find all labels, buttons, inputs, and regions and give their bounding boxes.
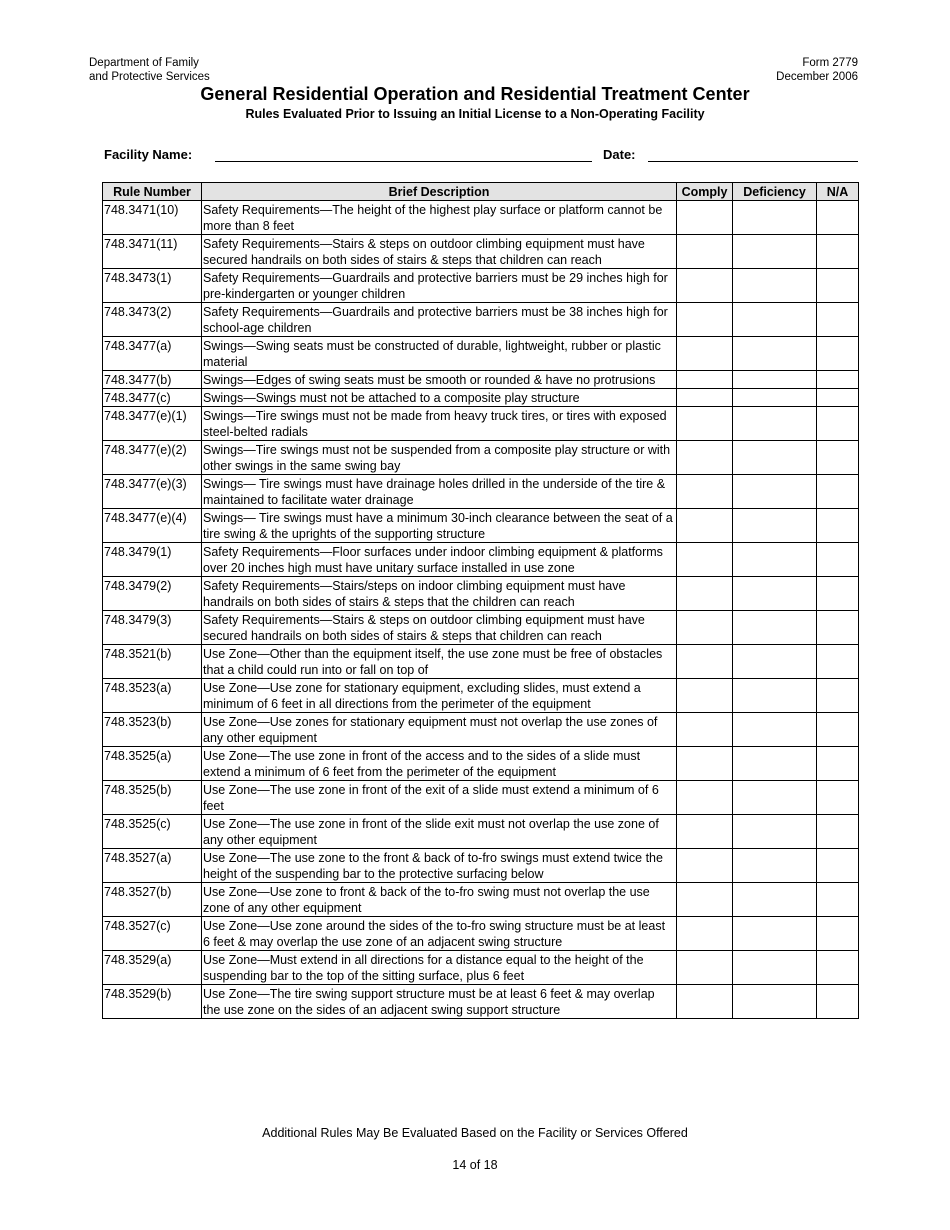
- deficiency-cell[interactable]: [733, 543, 817, 577]
- table-row: [103, 389, 859, 407]
- na-cell[interactable]: [817, 577, 859, 611]
- brief-description-cell: Safety Requirements—Floor surfaces under indoor climbing equipment & platforms over 20 inches high must have unitary surface installed in use zone: [202, 543, 677, 577]
- table-row: [103, 849, 859, 883]
- comply-cell[interactable]: [677, 577, 733, 611]
- column-header-brief-description: Brief Description: [202, 183, 677, 201]
- comply-cell[interactable]: [677, 201, 733, 235]
- deficiency-cell[interactable]: [733, 951, 817, 985]
- table-row: [103, 509, 859, 543]
- na-cell[interactable]: [817, 951, 859, 985]
- brief-description-cell: Use Zone—Use zone around the sides of the to-fro swing structure must be at least 6 feet & may overlap the use zone of an adjacent swing structure: [202, 917, 677, 951]
- brief-description-cell: Use Zone—The use zone in front of the exit of a slide must extend a minimum of 6 feet: [202, 781, 677, 815]
- table-row: [103, 303, 859, 337]
- deficiency-cell[interactable]: [733, 389, 817, 407]
- rule-number-cell: 748.3523(a): [103, 679, 202, 713]
- brief-description-cell: Use Zone—Use zones for stationary equipment must not overlap the use zones of any other equipment: [202, 713, 677, 747]
- comply-cell[interactable]: [677, 441, 733, 475]
- table-row: [103, 543, 859, 577]
- deficiency-cell[interactable]: [733, 679, 817, 713]
- form-date: December 2006: [776, 71, 858, 83]
- na-cell[interactable]: [817, 611, 859, 645]
- comply-cell[interactable]: [677, 269, 733, 303]
- rule-number-cell: 748.3479(1): [103, 543, 202, 577]
- department-line-1: Department of Family: [89, 57, 199, 69]
- na-cell[interactable]: [817, 475, 859, 509]
- deficiency-cell[interactable]: [733, 577, 817, 611]
- column-header-na: N/A: [817, 183, 859, 201]
- table-row: [103, 337, 859, 371]
- date-label: Date:: [603, 147, 636, 162]
- rule-number-cell: 748.3471(11): [103, 235, 202, 269]
- na-cell[interactable]: [817, 713, 859, 747]
- deficiency-cell[interactable]: [733, 441, 817, 475]
- na-cell[interactable]: [817, 269, 859, 303]
- na-cell[interactable]: [817, 883, 859, 917]
- brief-description-cell: Safety Requirements—Stairs & steps on outdoor climbing equipment must have secured handrails on both sides of stairs & steps that children can reach: [202, 235, 677, 269]
- comply-cell[interactable]: [677, 645, 733, 679]
- facility-name-field[interactable]: [215, 161, 592, 162]
- brief-description-cell: Safety Requirements—Guardrails and protective barriers must be 38 inches high for school-age children: [202, 303, 677, 337]
- na-cell[interactable]: [817, 781, 859, 815]
- facility-name-label: Facility Name:: [104, 147, 193, 162]
- comply-cell[interactable]: [677, 917, 733, 951]
- brief-description-cell: Use Zone—Use zone for stationary equipment, excluding slides, must extend a minimum of 6 feet in all directions from the perimeter of the equipment: [202, 679, 677, 713]
- rule-number-cell: 748.3521(b): [103, 645, 202, 679]
- brief-description-cell: Swings—Edges of swing seats must be smooth or rounded & have no protrusions: [202, 371, 677, 389]
- rule-number-cell: 748.3523(b): [103, 713, 202, 747]
- brief-description-cell: Swings—Tire swings must not be made from heavy truck tires, or tires with exposed steel-belted radials: [202, 407, 677, 441]
- brief-description-cell: Use Zone—The tire swing support structure must be at least 6 feet & may overlap the use zone on the sides of an adjacent swing support structure: [202, 985, 677, 1019]
- rule-number-cell: 748.3477(c): [103, 389, 202, 407]
- rule-number-cell: 748.3525(a): [103, 747, 202, 781]
- brief-description-cell: Use Zone—Use zone to front & back of the to-fro swing must not overlap the use zone of any other equipment: [202, 883, 677, 917]
- rule-number-cell: 748.3525(b): [103, 781, 202, 815]
- table-row: [103, 577, 859, 611]
- comply-cell[interactable]: [677, 713, 733, 747]
- deficiency-cell[interactable]: [733, 337, 817, 371]
- na-cell[interactable]: [817, 441, 859, 475]
- na-cell[interactable]: [817, 303, 859, 337]
- brief-description-cell: Use Zone—The use zone in front of the access and to the sides of a slide must extend a minimum of 6 feet from the perimeter of the equipment: [202, 747, 677, 781]
- comply-cell[interactable]: [677, 303, 733, 337]
- deficiency-cell[interactable]: [733, 985, 817, 1019]
- table-row: [103, 371, 859, 389]
- comply-cell[interactable]: [677, 815, 733, 849]
- rules-table: [102, 182, 859, 1019]
- rule-number-cell: 748.3529(a): [103, 951, 202, 985]
- deficiency-cell[interactable]: [733, 303, 817, 337]
- column-header-deficiency: Deficiency: [733, 183, 817, 201]
- form-info: [776, 56, 858, 84]
- column-header-comply: Comply: [677, 183, 733, 201]
- table-row: [103, 781, 859, 815]
- comply-cell[interactable]: [677, 679, 733, 713]
- comply-cell[interactable]: [677, 849, 733, 883]
- document-title: General Residential Operation and Residential Treatment Center: [200, 84, 750, 104]
- footer-note: Additional Rules May Be Evaluated Based on the Facility or Services Offered: [262, 1126, 688, 1140]
- rule-number-cell: 748.3527(c): [103, 917, 202, 951]
- na-cell[interactable]: [817, 235, 859, 269]
- rule-number-cell: 748.3477(e)(3): [103, 475, 202, 509]
- comply-cell[interactable]: [677, 475, 733, 509]
- comply-cell[interactable]: [677, 747, 733, 781]
- deficiency-cell[interactable]: [733, 713, 817, 747]
- deficiency-cell[interactable]: [733, 611, 817, 645]
- table-row: [103, 883, 859, 917]
- deficiency-cell[interactable]: [733, 509, 817, 543]
- na-cell[interactable]: [817, 337, 859, 371]
- table-row: [103, 645, 859, 679]
- comply-cell[interactable]: [677, 407, 733, 441]
- form-number: Form 2779: [802, 57, 858, 69]
- brief-description-cell: Use Zone—The use zone to the front & back of to-fro swings must extend twice the height of the suspending bar to the protective surfacing below: [202, 849, 677, 883]
- table-row: [103, 407, 859, 441]
- na-cell[interactable]: [817, 645, 859, 679]
- na-cell[interactable]: [817, 849, 859, 883]
- comply-cell[interactable]: [677, 371, 733, 389]
- rule-number-cell: 748.3473(1): [103, 269, 202, 303]
- deficiency-cell[interactable]: [733, 849, 817, 883]
- deficiency-cell[interactable]: [733, 815, 817, 849]
- column-header-rule-number: Rule Number: [103, 183, 202, 201]
- comply-cell[interactable]: [677, 985, 733, 1019]
- table-row: [103, 985, 859, 1019]
- na-cell[interactable]: [817, 747, 859, 781]
- department-line-2: and Protective Services: [89, 71, 210, 83]
- brief-description-cell: Safety Requirements—The height of the highest play surface or platform cannot be more than 8 feet: [202, 201, 677, 235]
- rule-number-cell: 748.3527(a): [103, 849, 202, 883]
- comply-cell[interactable]: [677, 235, 733, 269]
- table-row: [103, 201, 859, 235]
- deficiency-cell[interactable]: [733, 645, 817, 679]
- na-cell[interactable]: [817, 371, 859, 389]
- comply-cell[interactable]: [677, 389, 733, 407]
- table-row: [103, 917, 859, 951]
- comply-cell[interactable]: [677, 951, 733, 985]
- na-cell[interactable]: [817, 815, 859, 849]
- comply-cell[interactable]: [677, 337, 733, 371]
- table-row: [103, 269, 859, 303]
- deficiency-cell[interactable]: [733, 747, 817, 781]
- rule-number-cell: 748.3471(10): [103, 201, 202, 235]
- rule-number-cell: 748.3477(e)(1): [103, 407, 202, 441]
- rule-number-cell: 748.3477(e)(2): [103, 441, 202, 475]
- table-row: [103, 441, 859, 475]
- comply-cell[interactable]: [677, 883, 733, 917]
- na-cell[interactable]: [817, 917, 859, 951]
- na-cell[interactable]: [817, 407, 859, 441]
- brief-description-cell: Safety Requirements—Stairs & steps on outdoor climbing equipment must have secured handrails on both sides of stairs & steps that children can reach: [202, 611, 677, 645]
- na-cell[interactable]: [817, 201, 859, 235]
- table-row: [103, 951, 859, 985]
- brief-description-cell: Safety Requirements—Guardrails and protective barriers must be 29 inches high for pre-kindergarten or younger children: [202, 269, 677, 303]
- page-number: 14 of 18: [452, 1158, 498, 1172]
- table-row: [103, 679, 859, 713]
- deficiency-cell[interactable]: [733, 269, 817, 303]
- table-row: [103, 713, 859, 747]
- rule-number-cell: 748.3525(c): [103, 815, 202, 849]
- rule-number-cell: 748.3477(b): [103, 371, 202, 389]
- rule-number-cell: 748.3477(a): [103, 337, 202, 371]
- deficiency-cell[interactable]: [733, 201, 817, 235]
- rule-number-cell: 748.3529(b): [103, 985, 202, 1019]
- brief-description-cell: Use Zone—Other than the equipment itself, the use zone must be free of obstacles that a child could run into or fall on top of: [202, 645, 677, 679]
- brief-description-cell: Safety Requirements—Stairs/steps on indoor climbing equipment must have handrails on both sides of stairs & steps that the children can reach: [202, 577, 677, 611]
- date-field[interactable]: [648, 161, 858, 162]
- brief-description-cell: Use Zone—Must extend in all directions for a distance equal to the height of the suspending bar to the top of the sitting surface, plus 6 feet: [202, 951, 677, 985]
- department-name: [89, 56, 210, 84]
- na-cell[interactable]: [817, 679, 859, 713]
- brief-description-cell: Use Zone—The use zone in front of the slide exit must not overlap the use zone of any other equipment: [202, 815, 677, 849]
- comply-cell[interactable]: [677, 509, 733, 543]
- table-row: [103, 611, 859, 645]
- na-cell[interactable]: [817, 543, 859, 577]
- comply-cell[interactable]: [677, 781, 733, 815]
- deficiency-cell[interactable]: [733, 371, 817, 389]
- deficiency-cell[interactable]: [733, 475, 817, 509]
- rule-number-cell: 748.3527(b): [103, 883, 202, 917]
- comply-cell[interactable]: [677, 543, 733, 577]
- na-cell[interactable]: [817, 985, 859, 1019]
- comply-cell[interactable]: [677, 611, 733, 645]
- brief-description-cell: Swings—Swing seats must be constructed of durable, lightweight, rubber or plastic material: [202, 337, 677, 371]
- brief-description-cell: Swings—Tire swings must not be suspended from a composite play structure or with other swings in the same swing bay: [202, 441, 677, 475]
- brief-description-cell: Swings— Tire swings must have a minimum 30-inch clearance between the seat of a tire swing & the uprights of the supporting structure: [202, 509, 677, 543]
- rule-number-cell: 748.3473(2): [103, 303, 202, 337]
- rule-number-cell: 748.3479(3): [103, 611, 202, 645]
- table-row: [103, 747, 859, 781]
- deficiency-cell[interactable]: [733, 781, 817, 815]
- deficiency-cell[interactable]: [733, 883, 817, 917]
- table-row: [103, 475, 859, 509]
- rule-number-cell: 748.3479(2): [103, 577, 202, 611]
- deficiency-cell[interactable]: [733, 407, 817, 441]
- rule-number-cell: 748.3477(e)(4): [103, 509, 202, 543]
- brief-description-cell: Swings— Tire swings must have drainage holes drilled in the underside of the tire & maintained to facilitate water drainage: [202, 475, 677, 509]
- table-row: [103, 235, 859, 269]
- deficiency-cell[interactable]: [733, 235, 817, 269]
- brief-description-cell: Swings—Swings must not be attached to a composite play structure: [202, 389, 677, 407]
- na-cell[interactable]: [817, 389, 859, 407]
- document-subtitle: Rules Evaluated Prior to Issuing an Initial License to a Non-Operating Facility: [245, 107, 705, 121]
- rules-table-body: [103, 201, 859, 1019]
- table-row: [103, 815, 859, 849]
- table-header-row: [103, 183, 859, 201]
- na-cell[interactable]: [817, 509, 859, 543]
- deficiency-cell[interactable]: [733, 917, 817, 951]
